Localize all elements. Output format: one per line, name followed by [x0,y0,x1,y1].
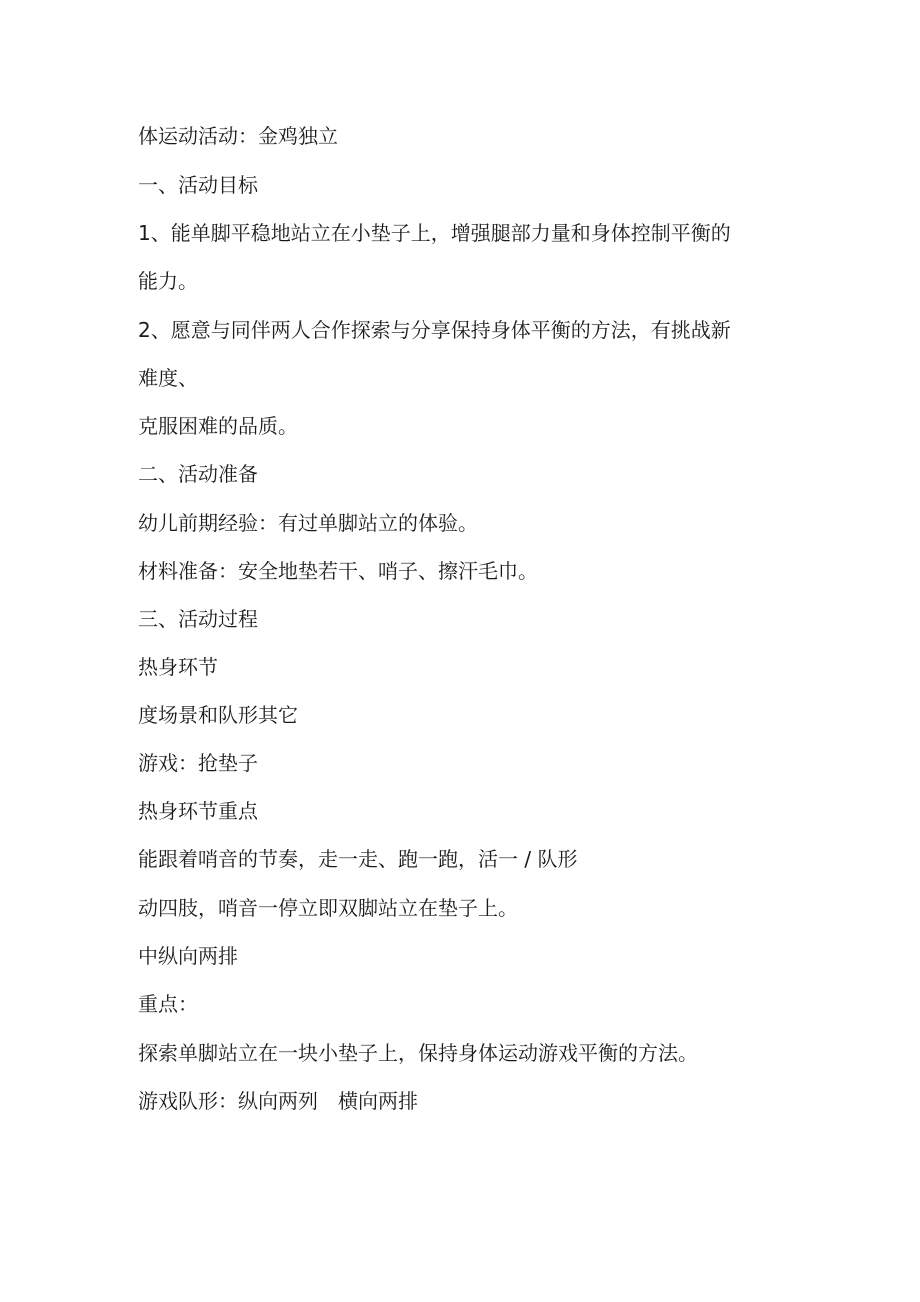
text-line: 中纵向两排 [138,944,238,968]
text-line: 游戏队形：纵向两列 横向两排 [138,1089,418,1113]
text-line: 游戏：抢垫子 [138,751,258,775]
text-line: 能力。 [138,269,198,293]
text-line: 材料准备：安全地垫若干、哨子、擦汗毛巾。 [138,559,538,583]
text-line: 动四肢，哨音一停立即双脚站立在垫子上。 [138,896,518,920]
text-line: 2、愿意与同伴两人合作探索与分享保持身体平衡的方法，有挑战新 [138,318,731,342]
text-line: 幼儿前期经验：有过单脚站立的体验。 [138,511,478,535]
text-line: 能跟着哨音的节奏，走一走、跑一跑，活一 / 队形 [138,847,578,871]
text-line: 克服困难的品质。 [138,414,298,438]
section-heading-goals: 一、活动目标 [138,173,258,197]
document-title: 体运动活动：金鸡独立 [138,124,338,148]
text-line: 重点： [138,992,198,1016]
text-line: 热身环节 [138,655,218,679]
section-heading-preparation: 二、活动准备 [138,462,258,486]
text-line: 度场景和队形其它 [138,703,298,727]
text-line: 热身环节重点 [138,799,258,823]
text-line: 难度、 [138,366,198,390]
text-line: 1、能单脚平稳地站立在小垫子上，增强腿部力量和身体控制平衡的 [138,221,731,245]
section-heading-process: 三、活动过程 [138,607,258,631]
text-line: 探索单脚站立在一块小垫子上，保持身体运动游戏平衡的方法。 [138,1041,698,1065]
